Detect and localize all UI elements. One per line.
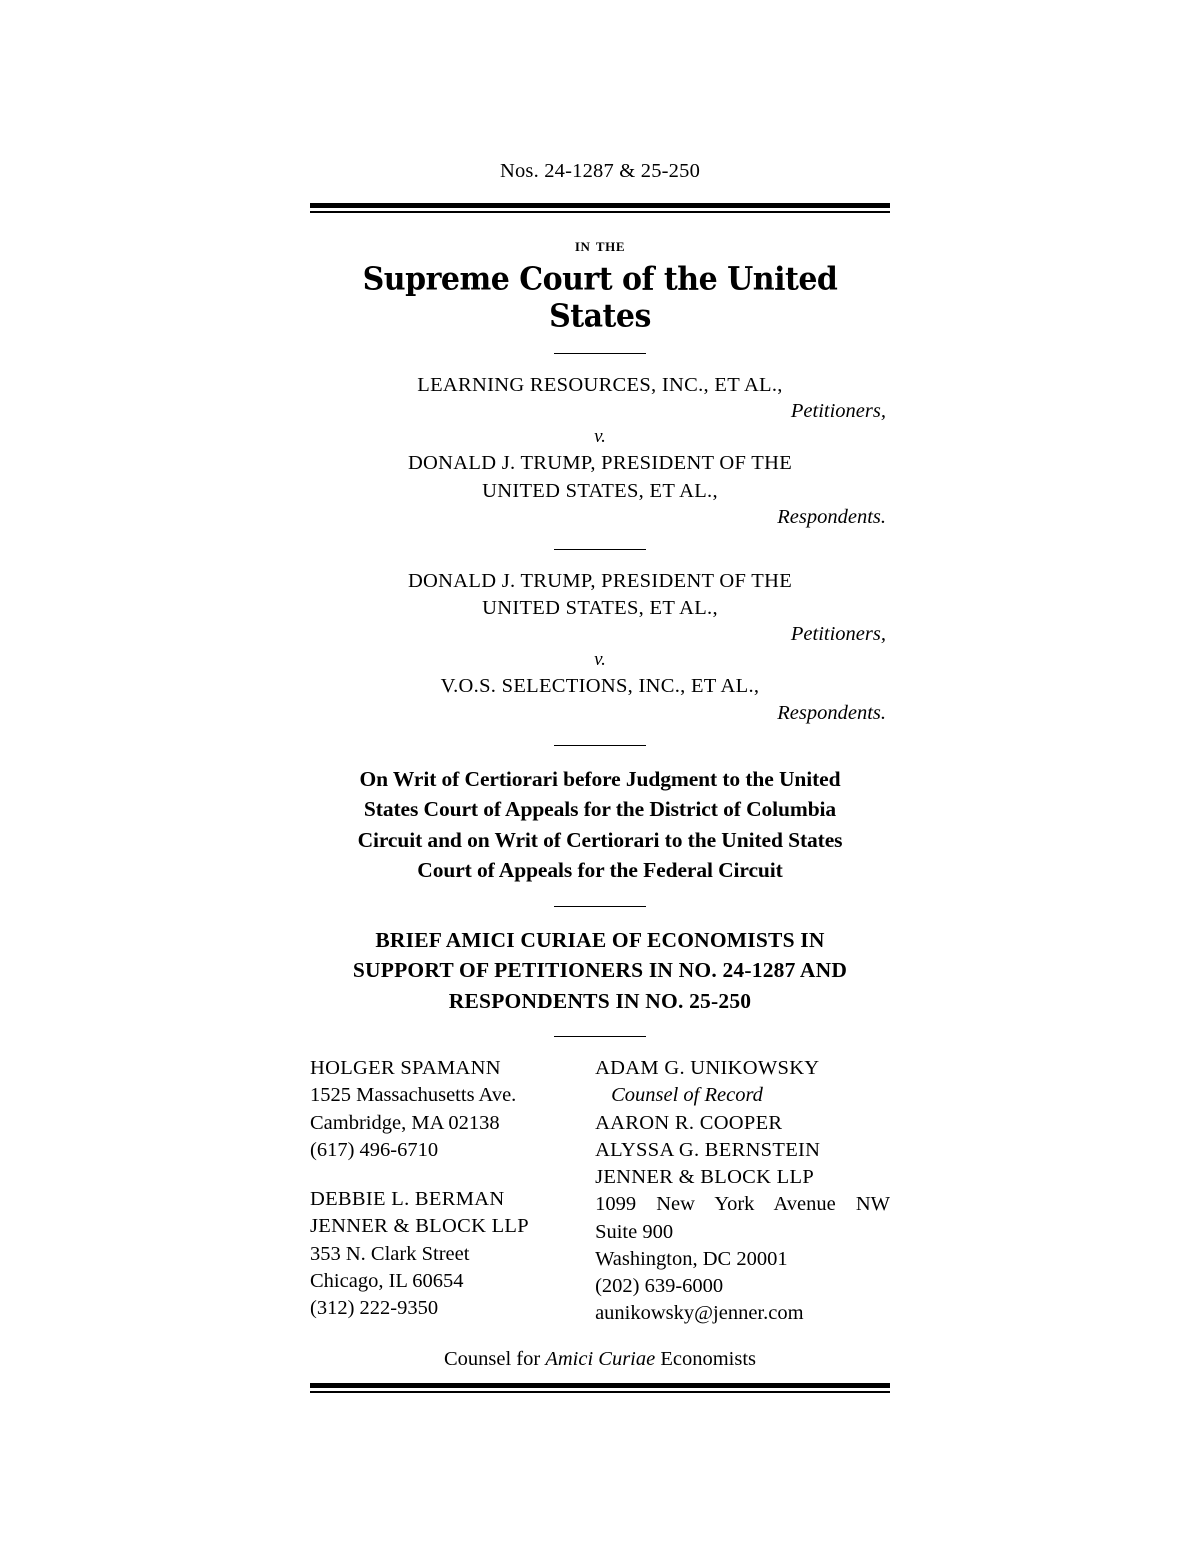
bottom-double-rule (310, 1383, 890, 1393)
brief-title-line-3: RESPONDENTS IN NO. 25-250 (448, 988, 752, 1013)
writ-line-1: On Writ of Certiorari before Judgment to the United (359, 766, 841, 791)
counsel-left-name-2: DEBBIE L. BERMAN (310, 1188, 505, 1211)
footer-italic: Amici Curiae (545, 1347, 656, 1370)
counsel-left-address-2: Cambridge, MA 02138 (310, 1111, 500, 1134)
case-one-respondent-line2: UNITED STATES, ET AL., (482, 479, 718, 502)
writ-statement (310, 764, 890, 886)
brief-title-line-1: BRIEF AMICI CURIAE OF ECONOMISTS IN (375, 927, 825, 952)
counsel-left-address-1: 1525 Massachusetts Ave. (310, 1084, 517, 1107)
counsel-footer (310, 1348, 890, 1371)
case-two-petitioner-line1: DONALD J. TRUMP, PRESIDENT OF THE (407, 569, 793, 592)
counsel-right-email: aunikowsky@jenner.com (595, 1302, 804, 1325)
case-two-versus: v. (594, 649, 606, 671)
case-one-respondent-line1: DONALD J. TRUMP, PRESIDENT OF THE (407, 452, 793, 475)
counsel-left-address-4: Chicago, IL 60654 (310, 1269, 464, 1292)
counsel-right-address-1: 1099 New York Avenue NW (595, 1193, 890, 1216)
counsel-right-phone: (202) 639-6000 (595, 1275, 724, 1298)
section-separator-1 (554, 353, 646, 354)
counsel-right-column (595, 1055, 890, 1328)
counsel-left-firm: JENNER & BLOCK LLP (310, 1215, 529, 1238)
case-two-respondent: V.O.S. SELECTIONS, INC., ET AL., (440, 675, 760, 698)
case-two-respondent-role: Respondents. (777, 701, 886, 724)
counsel-right-name-2: AARON R. COOPER (595, 1111, 783, 1134)
case-one-caption (310, 372, 890, 529)
writ-line-2: States Court of Appeals for the District of Columbia (363, 797, 837, 822)
cover-content (310, 160, 890, 1393)
case-one-respondent-role: Respondents. (777, 505, 886, 528)
writ-line-3: Circuit and on Writ of Certiorari to the United States (357, 827, 843, 852)
footer-prefix: Counsel for (443, 1347, 546, 1370)
counsel-right-firm: JENNER & BLOCK LLP (595, 1166, 815, 1189)
docket-numbers: Nos. 24-1287 & 25-250 (499, 160, 701, 182)
counsel-left-column (310, 1055, 595, 1328)
case-two-caption (310, 568, 890, 725)
counsel-left-name-1: HOLGER SPAMANN (310, 1057, 501, 1080)
case-two-petitioner-line2: UNITED STATES, ET AL., (482, 597, 718, 619)
section-separator-4 (554, 906, 646, 907)
court-name: Supreme Court of the United States (362, 260, 838, 336)
brief-title-line-2: SUPPORT OF PETITIONERS IN NO. 24-1287 AND (352, 958, 848, 983)
case-two-petitioner-role: Petitioners, (790, 623, 886, 646)
section-separator-3 (554, 745, 646, 746)
counsel-left-phone-1: (617) 496-6710 (310, 1138, 439, 1161)
in-the-label: in the (574, 235, 626, 256)
top-double-rule (310, 203, 890, 213)
brief-title (310, 925, 890, 1017)
counsel-left-spacer (310, 1164, 595, 1186)
footer-suffix: Economists (655, 1347, 757, 1370)
counsel-left-phone-2: (312) 222-9350 (310, 1297, 439, 1320)
counsel-right-address-3: Washington, DC 20001 (595, 1247, 788, 1270)
counsel-of-record-label: Counsel of Record (611, 1084, 763, 1107)
counsel-block (310, 1055, 890, 1328)
case-one-versus: v. (594, 426, 606, 448)
case-one-petitioner: LEARNING RESOURCES, INC., ET AL., (417, 374, 783, 396)
section-separator-2 (554, 549, 646, 550)
counsel-right-address-2: Suite 900 (595, 1220, 674, 1243)
case-one-petitioner-role: Petitioners, (790, 400, 886, 423)
section-separator-5 (554, 1036, 646, 1037)
counsel-left-address-3: 353 N. Clark Street (310, 1242, 470, 1265)
counsel-of-record-name: ADAM G. UNIKOWSKY (595, 1057, 820, 1080)
writ-line-4: Court of Appeals for the Federal Circuit (417, 858, 783, 883)
counsel-right-name-3: ALYSSA G. BERNSTEIN (595, 1138, 821, 1161)
